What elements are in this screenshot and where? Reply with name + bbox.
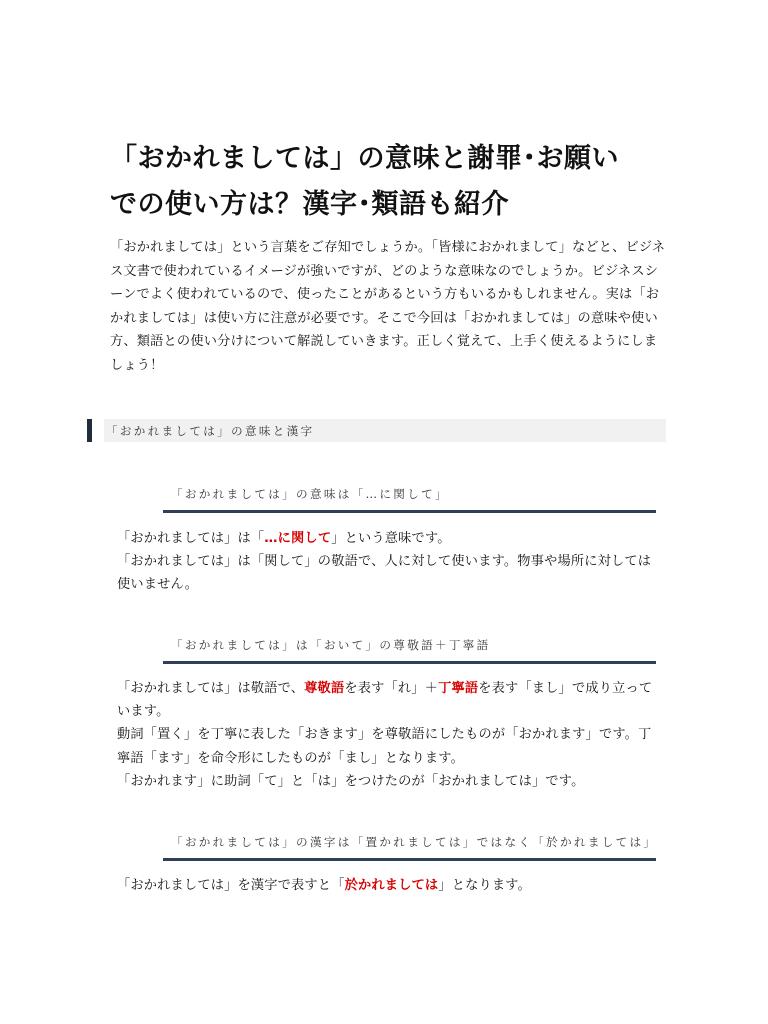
paragraph-meaning: [117, 527, 657, 597]
subheading-rule: [163, 510, 656, 513]
highlight-text: 尊敬語: [304, 681, 345, 696]
text-run: 「おかれます」に助詞「て」と「は」をつけたのが「おかれましては」です。: [117, 773, 585, 789]
subheading-kanji-text: 「おかれましては」の漢字は「置かれましては」ではなく「於かれましては」: [171, 835, 658, 849]
text-run: 「おかれましては」は「関して」の敬語で、人に対して使います。物事や場所に対しては使いません。: [117, 554, 652, 593]
text-run: 」という意味です。: [331, 531, 451, 546]
paragraph-kanji: [117, 874, 657, 897]
text-run: 「おかれましては」は敬語で、: [117, 681, 305, 696]
title-line-1: 「おかれましては」の意味と謝罪･お願い: [110, 143, 619, 174]
subheading-rule: [163, 858, 656, 861]
section-heading: [87, 419, 666, 442]
subheading-kanji: [163, 833, 656, 861]
text-run: を表す「まし」で成り立っています。: [117, 681, 653, 720]
subheading-keigo: [163, 636, 656, 664]
article-title: [110, 136, 670, 228]
text-run: 「おかれましては」は「: [117, 531, 265, 546]
intro-paragraph: 「おかれましては」という言葉をご存知でしょうか。「皆様におかれまして」などと、ビジネス文書で使われているイメージが強いですが、どのような意味なのでしょうか。ビジネスシーンでよく使われているので、使ったことがあるという方もいるかもしれません。実は「おかれましては」は使い方に注意が必要です。そこで今回は「おかれましては」の意味や使い方、類語との使い分けについて解説していきます。正しく覚えて、上手く使えるようにしましょう！: [110, 240, 666, 373]
text-run: を表す「れ」＋: [344, 681, 439, 696]
highlight-text: …に関して: [264, 531, 332, 546]
section-heading-bar: [87, 419, 92, 442]
subheading-keigo-text: 「おかれましては」は「おいて」の尊敬語＋丁寧語: [171, 638, 491, 652]
highlight-text: 於かれましては: [344, 878, 439, 893]
highlight-text: 丁寧語: [438, 681, 479, 696]
text-run: 」となります。: [438, 878, 531, 893]
section-heading-box: [104, 419, 666, 442]
paragraph-keigo: [117, 677, 657, 793]
subheading-rule: [163, 661, 656, 664]
subheading-meaning: [163, 485, 656, 513]
text-run: 動詞「置く」を丁寧に表した「おきます」を尊敬語にしたものが「おかれます」です。丁寧語「ます」を命令形にしたものが「まし」となります。: [117, 727, 652, 766]
subheading-meaning-text: 「おかれましては」の意味は「…に関して」: [171, 487, 449, 501]
text-run: 「おかれましては」を漢字で表すと「: [117, 878, 345, 893]
section-heading-text: 「おかれましては」の意味と漢字: [106, 423, 315, 438]
title-line-2: での使い方は？漢字･類語も紹介: [110, 189, 509, 220]
